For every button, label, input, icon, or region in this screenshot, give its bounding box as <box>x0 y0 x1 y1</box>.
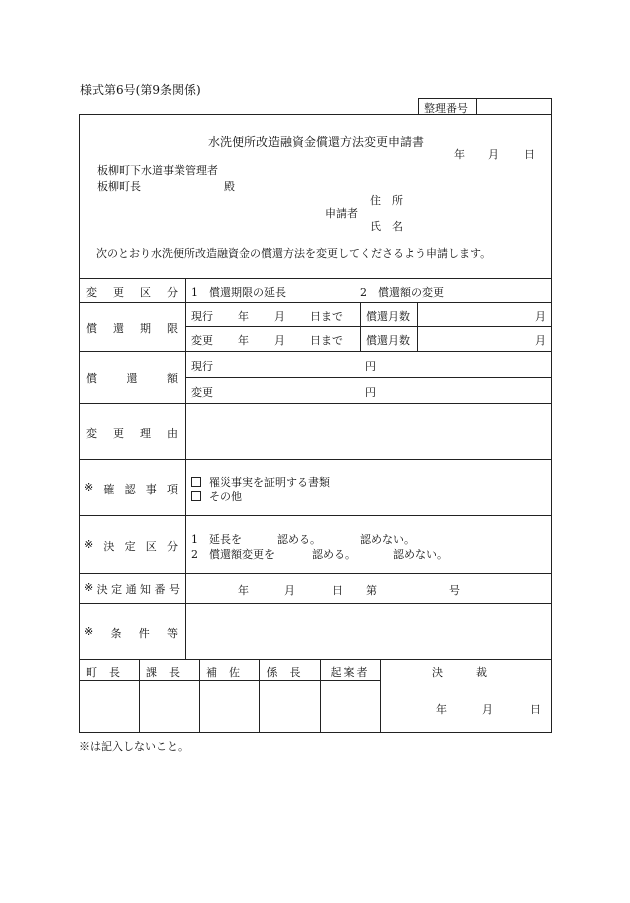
decision-line1-approve[interactable]: 認める。 <box>277 533 321 546</box>
change-type-option-extend[interactable]: 1 償還期限の延長 <box>191 286 286 299</box>
decision-line1-prefix: 1 延長を <box>191 533 242 546</box>
addressee-line2: 板柳町長 <box>97 180 141 193</box>
statement: 次のとおり水洗便所改造融資金の償還方法を変更してくださるよう申請します。 <box>96 247 492 260</box>
conditions-label: ※ 条 件 等 <box>84 625 178 640</box>
confirmation-item-1-text: 罹災事実を証明する書類 <box>209 476 330 489</box>
date-month: 月 <box>488 148 499 161</box>
reason-label: 変 更 理 由 <box>86 427 178 440</box>
applicant-name-label: 氏 名 <box>370 220 403 233</box>
date-year: 年 <box>454 148 465 161</box>
notice-month: 月 <box>284 584 295 597</box>
term-changed-months-label: 償還月数 <box>366 334 410 347</box>
decision-line1-deny[interactable]: 認めない。 <box>360 533 415 546</box>
term-label: 償 還 期 限 <box>86 322 178 335</box>
term-current-months-unit: 月 <box>535 310 546 323</box>
confirmation-item-2-text: その他 <box>209 490 242 503</box>
confirmation-item-2[interactable] <box>191 488 242 504</box>
ref-number-value[interactable] <box>482 100 548 113</box>
addressee-honorific: 殿 <box>224 180 235 193</box>
notice-dai: 第 <box>366 584 377 597</box>
approval-header-drafter: 起案者 <box>330 666 370 679</box>
term-changed-month: 月 <box>274 334 285 347</box>
term-changed-months-unit: 月 <box>535 334 546 347</box>
notice-go: 号 <box>449 584 460 597</box>
ref-number-label: 整理番号 <box>424 102 468 115</box>
term-current-label: 現行 <box>191 310 213 323</box>
footnote: ※は記入しないこと。 <box>79 740 189 753</box>
applicant-label: 申請者 <box>325 207 358 220</box>
term-current-year: 年 <box>238 310 249 323</box>
term-changed-year: 年 <box>238 334 249 347</box>
conditions-value[interactable] <box>191 610 546 654</box>
amount-current-label: 現行 <box>191 360 213 373</box>
date-day: 日 <box>524 148 535 161</box>
addressee-line1: 板柳町下水道事業管理者 <box>97 164 218 177</box>
applicant-address-label: 住 所 <box>370 194 403 207</box>
amount-current-yen: 円 <box>365 360 376 373</box>
decision-label: ※ 決 定 区 分 <box>84 538 178 553</box>
approval-header-mayor: 町長 <box>86 666 132 679</box>
form-title: 水洗便所改造融資金償還方法変更申請書 <box>208 135 425 149</box>
decision-line2-prefix: 2 償還額変更を <box>191 548 275 561</box>
approval-date-month: 月 <box>482 703 493 716</box>
approval-header-subsection-chief: 係長 <box>266 666 313 679</box>
approval-decision-label: 決 裁 <box>432 666 487 679</box>
approval-header-section-chief: 課長 <box>146 666 192 679</box>
term-changed-until: 日まで <box>310 334 343 347</box>
checkbox-icon[interactable] <box>191 477 201 487</box>
reason-value[interactable] <box>191 410 546 454</box>
notice-day: 日 <box>332 584 343 597</box>
amount-label: 償 還 額 <box>86 372 178 385</box>
term-changed-label: 変更 <box>191 334 213 347</box>
approval-date-year: 年 <box>436 703 447 716</box>
notice-number-label: ※ 決 定 通 知 番 号 <box>84 581 180 596</box>
term-current-months-label: 償還月数 <box>366 310 410 323</box>
approval-date-day: 日 <box>530 703 541 716</box>
decision-line2-approve[interactable]: 認める。 <box>312 548 356 561</box>
form-label: 様式第6号(第9条関係) <box>80 83 201 97</box>
term-current-until: 日まで <box>310 310 343 323</box>
notice-year: 年 <box>238 584 249 597</box>
checkbox-icon[interactable] <box>191 491 201 501</box>
amount-changed-label: 変更 <box>191 386 213 399</box>
confirmation-label: ※ 確 認 事 項 <box>84 481 178 496</box>
change-type-option-amount[interactable]: 2 償還額の変更 <box>360 286 444 299</box>
term-current-month: 月 <box>274 310 285 323</box>
approval-header-assistant: 補佐 <box>206 666 252 679</box>
change-type-label: 変 更 区 分 <box>86 286 178 299</box>
amount-changed-yen: 円 <box>365 386 376 399</box>
decision-line2-deny[interactable]: 認めない。 <box>393 548 448 561</box>
